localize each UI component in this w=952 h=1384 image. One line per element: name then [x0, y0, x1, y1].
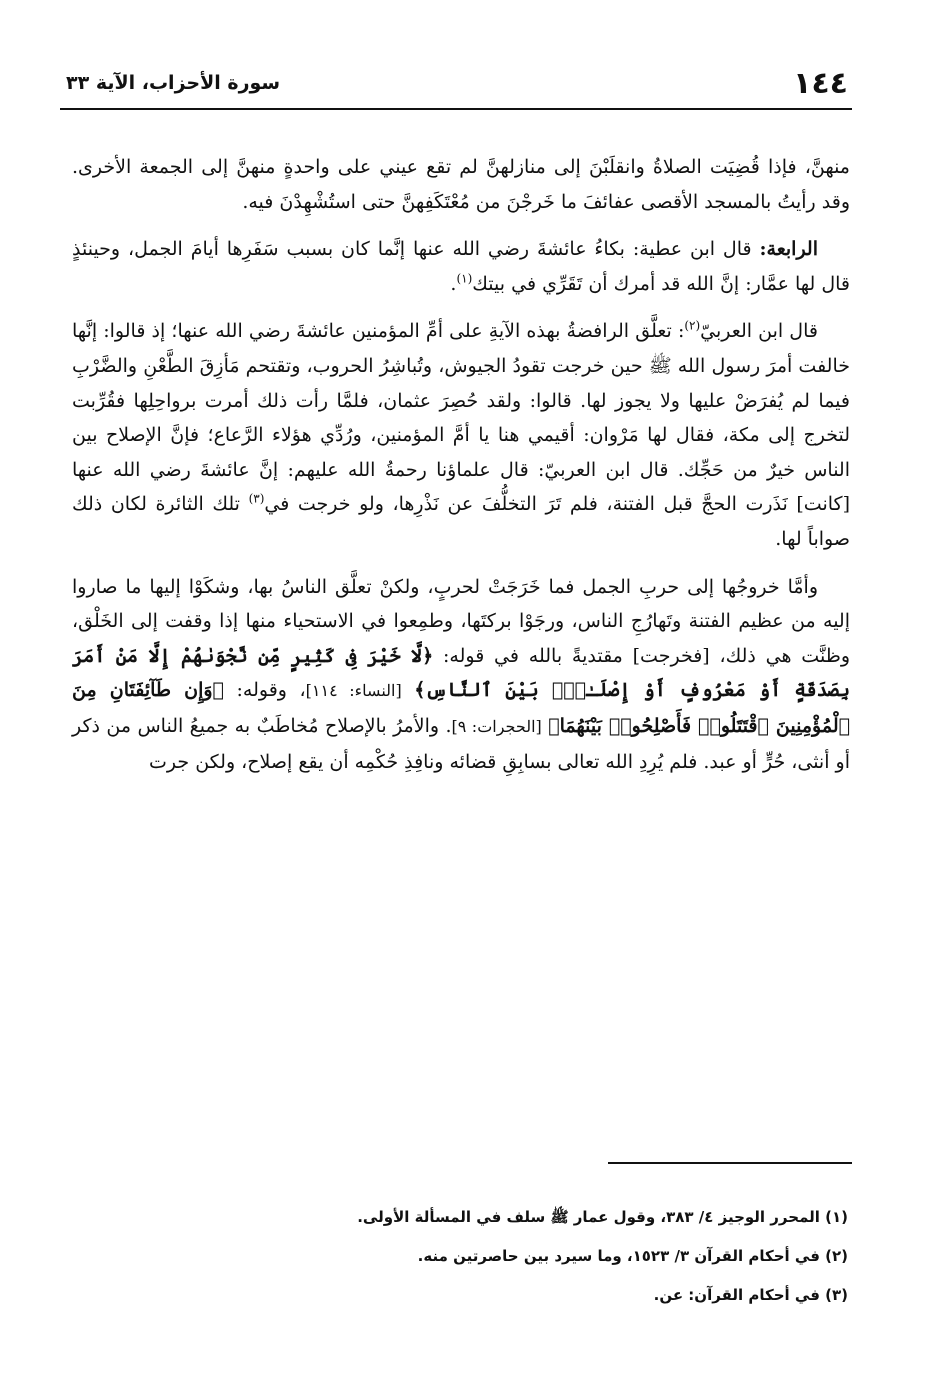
footnote-3: (٣) في أحكام القرآن: عن.	[653, 1286, 848, 1304]
running-title: سورة الأحزاب، الآية ٣٣	[66, 72, 281, 94]
paragraph-3-lead: قال ابن العربيّ	[700, 320, 818, 343]
footnote-1: (١) المحرر الوجيز ٤/ ٣٨٣، وقول عمار ﷺ سلف في المسألة الأولى.	[357, 1208, 848, 1226]
paragraph-3	[72, 314, 850, 556]
footnote-marker-1[interactable]: (١)	[456, 271, 473, 286]
header-divider	[60, 108, 852, 110]
footnote-marker-3[interactable]: (٣)	[248, 492, 265, 507]
paragraph-1-text: منهنَّ، فإذا قُضِيَت الصلاةُ وانقلَبْنَ إلى منازلهنَّ لم تقع عيني على واحدةٍ منهنَّ إلى الجمعة الأخرى. وقد رأيتُ بالمسجد الأقصى عفائفَ ما خَرجْنَ من مُعْتَكَفِهنَّ حتى استُشْهِدْنَ فيه.	[72, 156, 850, 213]
paragraph-4	[72, 570, 850, 780]
verse-reference-2: [الحجرات: ٩]	[451, 716, 542, 736]
page-number: ١٤٤	[793, 66, 848, 101]
paragraph-4-end: . والأمرُ بالإصلاح مُخاطَبٌ به جميعُ الناس من ذكر أو أنثى، حُرٍّ أو عبد. فلم يُرِدِ الله تعالى بسابِقِ قضائه ونافِذِ حُكْمِه أن يقع إصلاح، ولكن جرت	[72, 714, 850, 773]
paragraph-2	[72, 232, 850, 301]
paragraph-2-end: .	[450, 272, 457, 295]
paragraph-4-text: وأمَّا خروجُها إلى حربِ الجمل فما خَرَجَتْ لحربٍ، ولكنْ تعلَّق الناسُ بها، وشكَوْا إليها ما صاروا إليه من عظيم الفتنة وتَهارُجِ الناس، ورجَوْا بركتَها، وطمِعوا في الاستحياء منها إذا وقفت إلى الخَلْق، وظنَّت هي ذلك، [فخرجت] مقتديةً بالله في قوله:	[72, 575, 850, 667]
verse-reference-1: [النساء: ١١٤]	[305, 681, 402, 701]
footnote-divider	[608, 1162, 852, 1164]
quran-verse-1: ﴿لَّا خَيْرَ فِى كَثِيرٍ مِّن نَّجْوَىٰهُمْ إِلَّا مَنْ أَمَرَ بِصَدَقَةٍ أَوْ مَعْرُوفٍ أَوْ إِصْلَـٰحٍۭ بَيْنَ ٱلنَّاسِ﴾	[72, 644, 851, 702]
paragraph-2-text: قال ابن عطية: بكاءُ عائشةَ رضي الله عنها إنَّما كان بسبب سَفَرِها أيامَ الجمل، وحينئذٍ قال لها عمَّار: إنَّ الله قد أمرك أن تَقَرِّي في بيتك	[72, 238, 850, 295]
paragraph-3-end: تلك الثائرة لكان ذلك صواباً لها.	[72, 493, 850, 550]
paragraph-3-text: : تعلَّق الرافضةُ بهذه الآيةِ على أمِّ المؤمنين عائشةَ رضي الله عنها؛ إذ قالوا: إنَّها خالفت أمرَ رسول الله ﷺ حين خرجت تقودُ الجيوش، وتُباشِرُ الحروب، وتقتحم مَأزِقَ الطَّعْنِ والضَّرْبِ فيما لم يُفرَضْ عليها ولا يجوز لها. قالوا: ولقد حُصِرَ عثمان، فلمَّا رأت ذلك أمرت برواحِلِها فقُرِّبت لتخرج إلى مكة، فقال لها مَرْوان: أقيمي هنا يا أمَّ المؤمنين، ورُدِّي هؤلاء الرَّعاع؛ فإنَّ الإصلاح بين الناس خيرٌ من حَجِّك. قال ابن العربيّ: قال علماؤنا رحمةُ الله عليهم: إنَّ عائشةَ رضي الله عنها [كانت] نَذَرت الحجَّ قبل الفتنة، فلم تَرَ التخلُّفَ عن نَذْرِها، ولو خرجت في	[72, 320, 850, 516]
main-text	[72, 150, 850, 792]
quran-verse-2: ﴿وَإِن طَآئِفَتَانِ مِنَ ٱلْمُؤْمِنِينَ ٱقْتَتَلُوا۟ فَأَصْلِحُوا۟ بَيْنَهُمَا﴾	[72, 679, 851, 737]
section-heading-fourth: الرابعة:	[759, 238, 818, 261]
paragraph-1	[72, 150, 850, 219]
footnote-2: (٢) في أحكام القرآن ٣/ ١٥٢٣، وما سيرد بين حاصرتين منه.	[417, 1247, 848, 1265]
footnotes	[72, 1198, 848, 1315]
paragraph-4-middle: ، وقوله:	[236, 679, 306, 702]
footnote-marker-2[interactable]: (٢)	[684, 319, 701, 334]
page-header	[60, 62, 852, 106]
